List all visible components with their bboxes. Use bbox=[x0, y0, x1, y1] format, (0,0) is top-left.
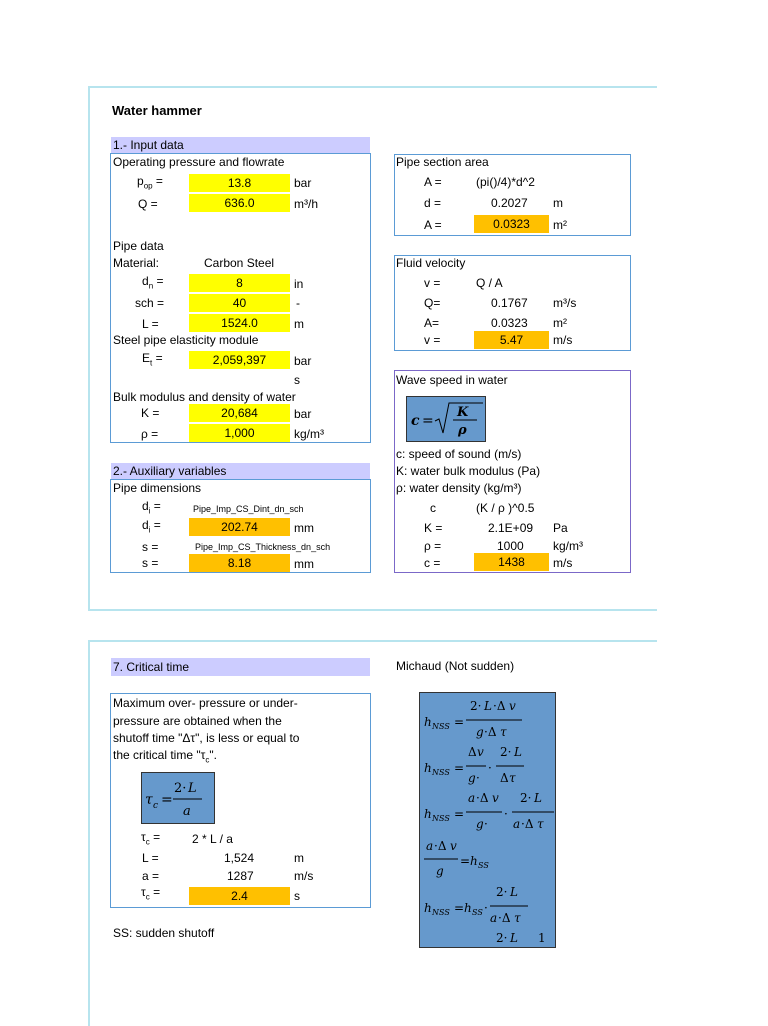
tc-formula: 2 * L / a bbox=[192, 832, 233, 846]
p-label: $p_{op}$ = bbox=[137, 174, 163, 191]
svg-text:NSS: NSS bbox=[432, 908, 450, 917]
wave-c-label: c bbox=[430, 501, 436, 515]
svg-text:=: = bbox=[161, 792, 173, 808]
wave-rho-label: ρ = bbox=[424, 539, 442, 553]
svg-text:g: g bbox=[476, 817, 484, 831]
aux-header: 2.- Auxiliary variables bbox=[111, 463, 370, 479]
ct-l-value: 1,524 bbox=[224, 851, 255, 865]
section-d-label: d = bbox=[424, 196, 442, 210]
svg-text:h: h bbox=[424, 715, 432, 729]
sch-unit: - bbox=[296, 296, 300, 310]
svg-text:L: L bbox=[534, 791, 542, 805]
svg-text:·: · bbox=[504, 807, 508, 821]
wave-rho-desc: ρ: water density (kg/m³) bbox=[396, 481, 522, 495]
svg-text:=: = bbox=[460, 854, 471, 868]
svg-text:·Δ: ·Δ bbox=[521, 817, 534, 831]
k-unit: bar bbox=[294, 407, 312, 421]
velocity-q-unit: m³/s bbox=[553, 296, 577, 310]
section-a-formula: (pi()/4)*d^2 bbox=[476, 175, 535, 189]
wave-speed-equation-image bbox=[407, 397, 485, 441]
svg-text:K: K bbox=[457, 405, 469, 420]
k-value[interactable]: 20,684 bbox=[189, 404, 290, 422]
ct-l-label: L = bbox=[142, 851, 159, 865]
s-formula: Pipe_Imp_CS_Thickness_dn_sch bbox=[195, 542, 331, 552]
velocity-v2-value[interactable]: 5.47 bbox=[474, 331, 549, 349]
q-value[interactable]: 636.0 bbox=[189, 194, 290, 212]
critical-desc-1: Maximum over- pressure or under- bbox=[113, 696, 298, 710]
sch-value[interactable]: 40 bbox=[189, 294, 290, 312]
q-label: Q = bbox=[138, 197, 158, 211]
svg-text:2·: 2· bbox=[500, 745, 512, 759]
et-label: $E_t$ = bbox=[142, 351, 163, 368]
tc2-value[interactable]: 2.4 bbox=[189, 887, 290, 905]
svg-text:L: L bbox=[484, 699, 492, 713]
svg-text:h: h bbox=[424, 807, 432, 821]
s-value[interactable]: 8.18 bbox=[189, 554, 290, 572]
svg-text:1: 1 bbox=[538, 931, 546, 945]
svg-text:NSS: NSS bbox=[432, 768, 450, 777]
section-d-value: 0.2027 bbox=[491, 196, 528, 210]
svg-text:v: v bbox=[509, 699, 516, 713]
svg-text:a: a bbox=[513, 817, 521, 831]
et-unit: bar bbox=[294, 354, 312, 368]
velocity-a-value: 0.0323 bbox=[491, 316, 528, 330]
svg-text:2·: 2· bbox=[470, 699, 482, 713]
dn-unit: in bbox=[294, 277, 304, 291]
svg-text:·Δ: ·Δ bbox=[498, 911, 511, 925]
ct-a-unit: m/s bbox=[294, 869, 314, 883]
svg-text:·: · bbox=[484, 901, 488, 915]
svg-text:Δ: Δ bbox=[468, 745, 477, 759]
bulk-label: Bulk modulus and density of water bbox=[113, 390, 296, 404]
svg-text:c: c bbox=[153, 801, 159, 811]
input-data-header: 1.- Input data bbox=[111, 137, 370, 153]
velocity-q-label: Q= bbox=[424, 296, 441, 310]
critical-desc-2: pressure are obtained when the bbox=[113, 714, 282, 728]
section-header: Pipe section area bbox=[396, 155, 489, 169]
velocity-v-label: v = bbox=[424, 276, 441, 290]
svg-text:ρ: ρ bbox=[458, 423, 467, 438]
svg-text:·Δ: ·Δ bbox=[434, 839, 447, 853]
section-a2-label: A = bbox=[424, 218, 442, 232]
wave-header: Wave speed in water bbox=[396, 373, 508, 387]
s-extra: s bbox=[294, 373, 300, 387]
p-unit: bar bbox=[294, 176, 312, 190]
wave-rho-unit: kg/m³ bbox=[553, 539, 583, 553]
tc2-unit: s bbox=[294, 889, 300, 903]
svg-text:τ: τ bbox=[500, 725, 507, 739]
svg-text:Δ: Δ bbox=[500, 771, 509, 785]
svg-text:·: · bbox=[484, 817, 488, 831]
s2-label: s = bbox=[142, 556, 159, 570]
di1-label: $d_i$ = bbox=[142, 499, 161, 516]
ct-a-label: a = bbox=[142, 869, 160, 883]
svg-text:a: a bbox=[468, 791, 476, 805]
pipe-data-label: Pipe data bbox=[113, 239, 164, 253]
critical-time-header: 7. Critical time bbox=[111, 658, 370, 676]
svg-text:g: g bbox=[436, 864, 444, 878]
svg-text:a: a bbox=[426, 839, 434, 853]
michaud-equations bbox=[419, 692, 556, 948]
svg-text:·: · bbox=[488, 761, 492, 775]
svg-text:v: v bbox=[492, 791, 499, 805]
k-label: K = bbox=[141, 406, 160, 420]
section-a-label: A = bbox=[424, 175, 442, 189]
page-title: Water hammer bbox=[112, 103, 202, 118]
material-label: Material: bbox=[113, 256, 160, 270]
tc-label: $\tau_c$ = bbox=[141, 830, 161, 847]
svg-text:·Δ: ·Δ bbox=[493, 699, 506, 713]
svg-text:SS: SS bbox=[472, 908, 483, 917]
svg-text:L: L bbox=[510, 931, 518, 945]
pipe-dims-label: Pipe dimensions bbox=[113, 481, 202, 495]
svg-text:τ: τ bbox=[514, 911, 521, 925]
michaud-equations-image bbox=[420, 693, 556, 948]
rho-value[interactable]: 1,000 bbox=[189, 424, 290, 442]
di2-label: $d_i$ = bbox=[142, 518, 161, 535]
wave-k-label: K = bbox=[424, 521, 443, 535]
s-unit: mm bbox=[294, 557, 314, 571]
svg-text:a: a bbox=[183, 804, 191, 819]
svg-text:τ: τ bbox=[145, 792, 153, 808]
svg-text:L: L bbox=[514, 745, 522, 759]
velocity-q-value: 0.1767 bbox=[491, 296, 528, 310]
svg-text:NSS: NSS bbox=[432, 814, 450, 823]
wave-k-unit: Pa bbox=[553, 521, 568, 535]
svg-text:·Δ: ·Δ bbox=[476, 791, 489, 805]
velocity-v-formula: Q / A bbox=[476, 276, 503, 290]
svg-text:=: = bbox=[454, 761, 465, 775]
section-a2-unit: m² bbox=[553, 218, 567, 232]
steel-modulus-label: Steel pipe elasticity module bbox=[113, 333, 259, 347]
svg-text:SS: SS bbox=[478, 861, 489, 870]
velocity-header: Fluid velocity bbox=[396, 256, 466, 270]
svg-text:2·: 2· bbox=[520, 791, 532, 805]
critical-time-formula bbox=[141, 772, 215, 824]
svg-text:·Δ: ·Δ bbox=[484, 725, 497, 739]
di-value[interactable]: 202.74 bbox=[189, 518, 290, 536]
sch-label: sch = bbox=[135, 296, 165, 310]
svg-text:v: v bbox=[477, 745, 484, 759]
l-value[interactable]: 1524.0 bbox=[189, 314, 290, 332]
l-unit: m bbox=[294, 317, 304, 331]
wave-c2-value[interactable]: 1438 bbox=[474, 553, 549, 571]
svg-text:τ: τ bbox=[509, 771, 516, 785]
wave-c-desc: c: speed of sound (m/s) bbox=[396, 447, 522, 461]
svg-text:=: = bbox=[454, 715, 465, 729]
svg-text:=: = bbox=[454, 901, 465, 915]
wave-c-formula: (K / ρ )^0.5 bbox=[476, 501, 535, 515]
di-unit: mm bbox=[294, 521, 314, 535]
michaud-header: Michaud (Not sudden) bbox=[396, 659, 515, 673]
velocity-v2-unit: m/s bbox=[553, 333, 573, 347]
svg-text:L: L bbox=[510, 885, 518, 899]
svg-text:L: L bbox=[188, 781, 197, 796]
wave-c2-unit: m/s bbox=[553, 556, 573, 570]
wave-speed-formula bbox=[406, 396, 486, 442]
svg-text:c: c bbox=[411, 413, 420, 429]
critical-desc-3: shutoff time "Δτ", is less or equal to bbox=[113, 731, 300, 745]
wave-rho-value: 1000 bbox=[497, 539, 524, 553]
wave-k-desc: K: water bulk modulus (Pa) bbox=[396, 464, 541, 478]
svg-text:v: v bbox=[450, 839, 457, 853]
svg-text:·: · bbox=[476, 771, 480, 785]
wave-c2-label: c = bbox=[424, 556, 441, 570]
section-d-unit: m bbox=[553, 196, 563, 210]
rho-label: ρ = bbox=[141, 427, 159, 441]
l-label: L = bbox=[142, 317, 159, 331]
svg-text:h: h bbox=[424, 901, 432, 915]
velocity-a-label: A= bbox=[424, 316, 440, 330]
ct-l-unit: m bbox=[294, 851, 304, 865]
svg-text:=: = bbox=[422, 413, 434, 429]
svg-text:g: g bbox=[468, 771, 476, 785]
dn-value[interactable]: 8 bbox=[189, 274, 290, 292]
svg-text:=: = bbox=[454, 807, 465, 821]
di-formula: Pipe_Imp_CS_Dint_dn_sch bbox=[193, 504, 304, 514]
svg-text:2·: 2· bbox=[496, 885, 508, 899]
rho-unit: kg/m³ bbox=[294, 427, 324, 441]
op-header: Operating pressure and flowrate bbox=[113, 155, 285, 169]
dn-label: $d_n$ = bbox=[142, 274, 164, 291]
svg-text:2·: 2· bbox=[496, 931, 508, 945]
svg-text:2·: 2· bbox=[174, 781, 187, 796]
svg-text:h: h bbox=[470, 854, 478, 868]
section-a2-value[interactable]: 0.0323 bbox=[474, 215, 549, 233]
svg-text:h: h bbox=[464, 901, 472, 915]
svg-text:NSS: NSS bbox=[432, 722, 450, 731]
s1-label: s = bbox=[142, 540, 159, 554]
p-value[interactable]: 13.8 bbox=[189, 174, 290, 192]
et-value[interactable]: 2,059,397 bbox=[189, 351, 290, 369]
ct-a-value: 1287 bbox=[227, 869, 254, 883]
wave-k-value: 2.1E+09 bbox=[488, 521, 534, 535]
tc2-label: $\tau_c$ = bbox=[141, 885, 161, 902]
ss-note: SS: sudden shutoff bbox=[113, 926, 215, 940]
velocity-a-unit: m² bbox=[553, 316, 567, 330]
q-unit: m³/h bbox=[294, 197, 318, 211]
svg-text:τ: τ bbox=[537, 817, 544, 831]
svg-text:a: a bbox=[490, 911, 498, 925]
critical-time-equation-image bbox=[142, 773, 214, 823]
critical-desc-4: the critical time "$\tau_c$". bbox=[113, 748, 217, 765]
velocity-v2-label: v = bbox=[424, 333, 441, 347]
material-value: Carbon Steel bbox=[204, 256, 275, 270]
svg-text:h: h bbox=[424, 761, 432, 775]
svg-text:g: g bbox=[476, 725, 484, 739]
